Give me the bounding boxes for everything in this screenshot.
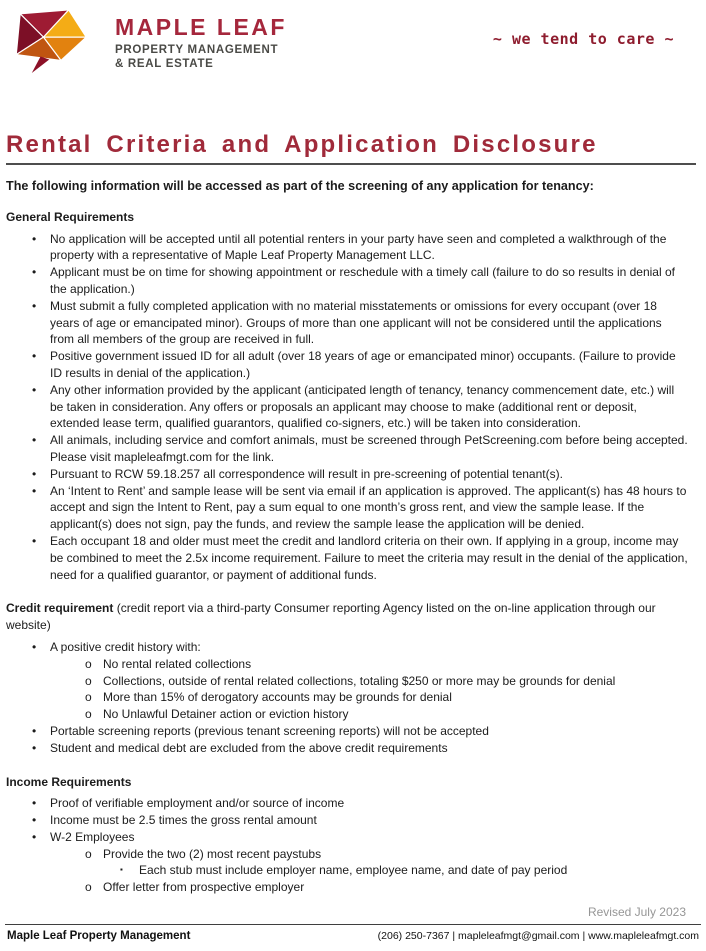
list-item-text: An ‘Intent to Rent’ and sample lease will be sent via email if an application is approved. The applicant(s) has 48 hours to accept and sign the Intent to Rent, pay a sum equal to one month’s gross rent, and view the sample lease. If the applicant(s) does not sign, pay the funds, and review the sample lease the application will be denied. xyxy=(50,483,687,532)
list-item-text: Each occupant 18 and older must meet the credit and landlord criteria on their own. If applying in a group, income may be combined to meet the 2.5x income requirement. Failure to meet the criteria may result in the denial of the application, need for a qualified guarantor, or payment of additional funds. xyxy=(50,533,688,582)
section-heading xyxy=(6,600,696,634)
list-item xyxy=(6,673,696,690)
footer-contact-info: (206) 250-7367 | mapleleafmgt@gmail.com | www.mapleleafmgt.com xyxy=(377,930,699,942)
document-body xyxy=(6,209,696,896)
list-item-text: Each stub must include employer name, employee name, and date of pay period xyxy=(139,863,568,878)
bullet-marker-icon: o xyxy=(85,707,92,722)
revision-date: Revised July 2023 xyxy=(587,905,686,920)
section-heading-note: (credit report via a third-party Consumer reporting Agency listed on the on-line application through our website) xyxy=(6,601,656,633)
list-item xyxy=(6,382,696,432)
footer-company-name: Maple Leaf Property Management xyxy=(7,930,191,942)
list-item-text: Income must be 2.5 times the gross rental amount xyxy=(50,813,317,828)
bullet-marker-icon: • xyxy=(32,829,37,844)
list-item xyxy=(6,483,696,533)
list-item-text: No rental related collections xyxy=(103,656,252,671)
bullet-marker-icon: • xyxy=(32,265,37,280)
list-item-text: All animals, including service and comfort animals, must be screened through PetScreening.com before being accepted. Please visit mapleleafmgt.com for the link. xyxy=(50,433,688,464)
bullet-marker-icon: • xyxy=(32,813,37,828)
list-item xyxy=(6,466,696,483)
list-item-text: Offer letter from prospective employer xyxy=(103,880,305,895)
list-item-text: Student and medical debt are excluded from the above credit requirements xyxy=(50,740,448,755)
list-item-text: Pursuant to RCW 59.18.257 all correspondence will result in pre-screening of potential tenant(s). xyxy=(50,466,563,481)
brand-text xyxy=(115,8,287,71)
bullet-marker-icon: • xyxy=(32,382,37,397)
bullet-marker-icon: • xyxy=(32,466,37,481)
list-item xyxy=(6,862,696,879)
letterhead xyxy=(6,8,696,74)
list-item-text: Proof of verifiable employment and/or source of income xyxy=(50,796,345,811)
bullet-marker-icon: • xyxy=(32,298,37,313)
list-item-text: Any other information provided by the applicant (anticipated length of tenancy, tenancy commencement date, etc.) will be taken in consideration. Any offers or proposals an applicant may choose to make (additional rent or deposit, extended lease term, qualified guarantors, qualified co-signers, etc.) will be taken into consideration. xyxy=(50,382,675,431)
section-heading-text: Income Requirements xyxy=(6,774,132,789)
list-item-text: No Unlawful Detainer action or eviction history xyxy=(103,707,349,722)
list-item xyxy=(6,656,696,673)
list-item xyxy=(6,829,696,846)
bullet-marker-icon: • xyxy=(32,639,37,654)
list-item xyxy=(6,432,696,466)
list-item xyxy=(6,231,696,265)
bullet-marker-icon: o xyxy=(85,656,92,671)
bullet-marker-icon: • xyxy=(32,433,37,448)
page-footer xyxy=(5,924,701,951)
document-section xyxy=(6,774,696,897)
list-item xyxy=(6,533,696,583)
list-item-text: Positive government issued ID for all adult (over 18 years of age or emancipated minor) occupants. (Failure to provide ID results in denial of the application.) xyxy=(50,349,676,380)
bullet-marker-icon: o xyxy=(85,846,92,861)
list-item xyxy=(6,846,696,863)
company-tagline: ~ we tend to care ~ xyxy=(492,30,674,48)
bullet-marker-icon: ▪ xyxy=(120,865,123,875)
bullet-marker-icon: • xyxy=(32,349,37,364)
bullet-marker-icon: o xyxy=(85,880,92,895)
list-item-text: Provide the two (2) most recent paystubs xyxy=(103,846,322,861)
bullet-marker-icon: • xyxy=(32,483,37,498)
list-item xyxy=(6,706,696,723)
list-item xyxy=(6,689,696,706)
maple-leaf-logo-icon xyxy=(14,8,102,74)
list-item-text: Portable screening reports (previous tenant screening reports) will not be accepted xyxy=(50,723,489,738)
section-heading xyxy=(6,209,696,226)
list-item xyxy=(6,298,696,348)
bullet-marker-icon: • xyxy=(32,723,37,738)
list-item-text: W-2 Employees xyxy=(50,829,135,844)
bullet-marker-icon: • xyxy=(32,740,37,755)
section-heading-text: General Requirements xyxy=(6,209,135,224)
list-item xyxy=(6,723,696,740)
list-item-text: More than 15% of derogatory accounts may be grounds for denial xyxy=(103,690,452,705)
section-heading-text: Credit requirement xyxy=(6,601,114,616)
brand-subtitle-2: & REAL ESTATE xyxy=(115,58,214,70)
bullet-marker-icon: o xyxy=(85,673,92,688)
bullet-marker-icon: • xyxy=(32,796,37,811)
document-section xyxy=(6,209,696,584)
list-item xyxy=(6,740,696,757)
list-item xyxy=(6,879,696,896)
list-item-text: Collections, outside of rental related collections, totaling $250 or more may be grounds for denial xyxy=(103,673,616,688)
document-section xyxy=(6,600,696,756)
list-item xyxy=(6,264,696,298)
list-item xyxy=(6,795,696,812)
bullet-marker-icon: • xyxy=(32,533,37,548)
list-item-text: No application will be accepted until all potential renters in your party have seen and completed a walkthrough of the property with a representative of Maple Leaf Property Management LLC. xyxy=(50,231,667,263)
bullet-marker-icon: o xyxy=(85,690,92,705)
bullet-marker-icon: • xyxy=(32,231,37,246)
brand-subtitle-1: PROPERTY MANAGEMENT xyxy=(115,44,279,56)
company-logo-block xyxy=(6,8,287,74)
list-item xyxy=(6,812,696,829)
list-item-text: Applicant must be on time for showing appointment or reschedule with a timely call (failure to do so results in denial of the application.) xyxy=(50,265,675,296)
list-item xyxy=(6,348,696,382)
intro-statement: The following information will be accessed as part of the screening of any application for tenancy: xyxy=(6,179,594,193)
list-item xyxy=(6,639,696,656)
brand-name: MAPLE LEAF xyxy=(115,14,287,40)
section-heading xyxy=(6,774,696,791)
title-divider xyxy=(6,163,696,165)
list-item-text: A positive credit history with: xyxy=(50,639,201,654)
page-title: Rental Criteria and Application Disclosure xyxy=(6,131,598,158)
list-item-text: Must submit a fully completed application with no material misstatements or omissions for every occupant (over 18 years of age or emancipated minor). Groups of more than one applicant will not be considered until the applications from all members of the group are received in full. xyxy=(50,298,662,347)
